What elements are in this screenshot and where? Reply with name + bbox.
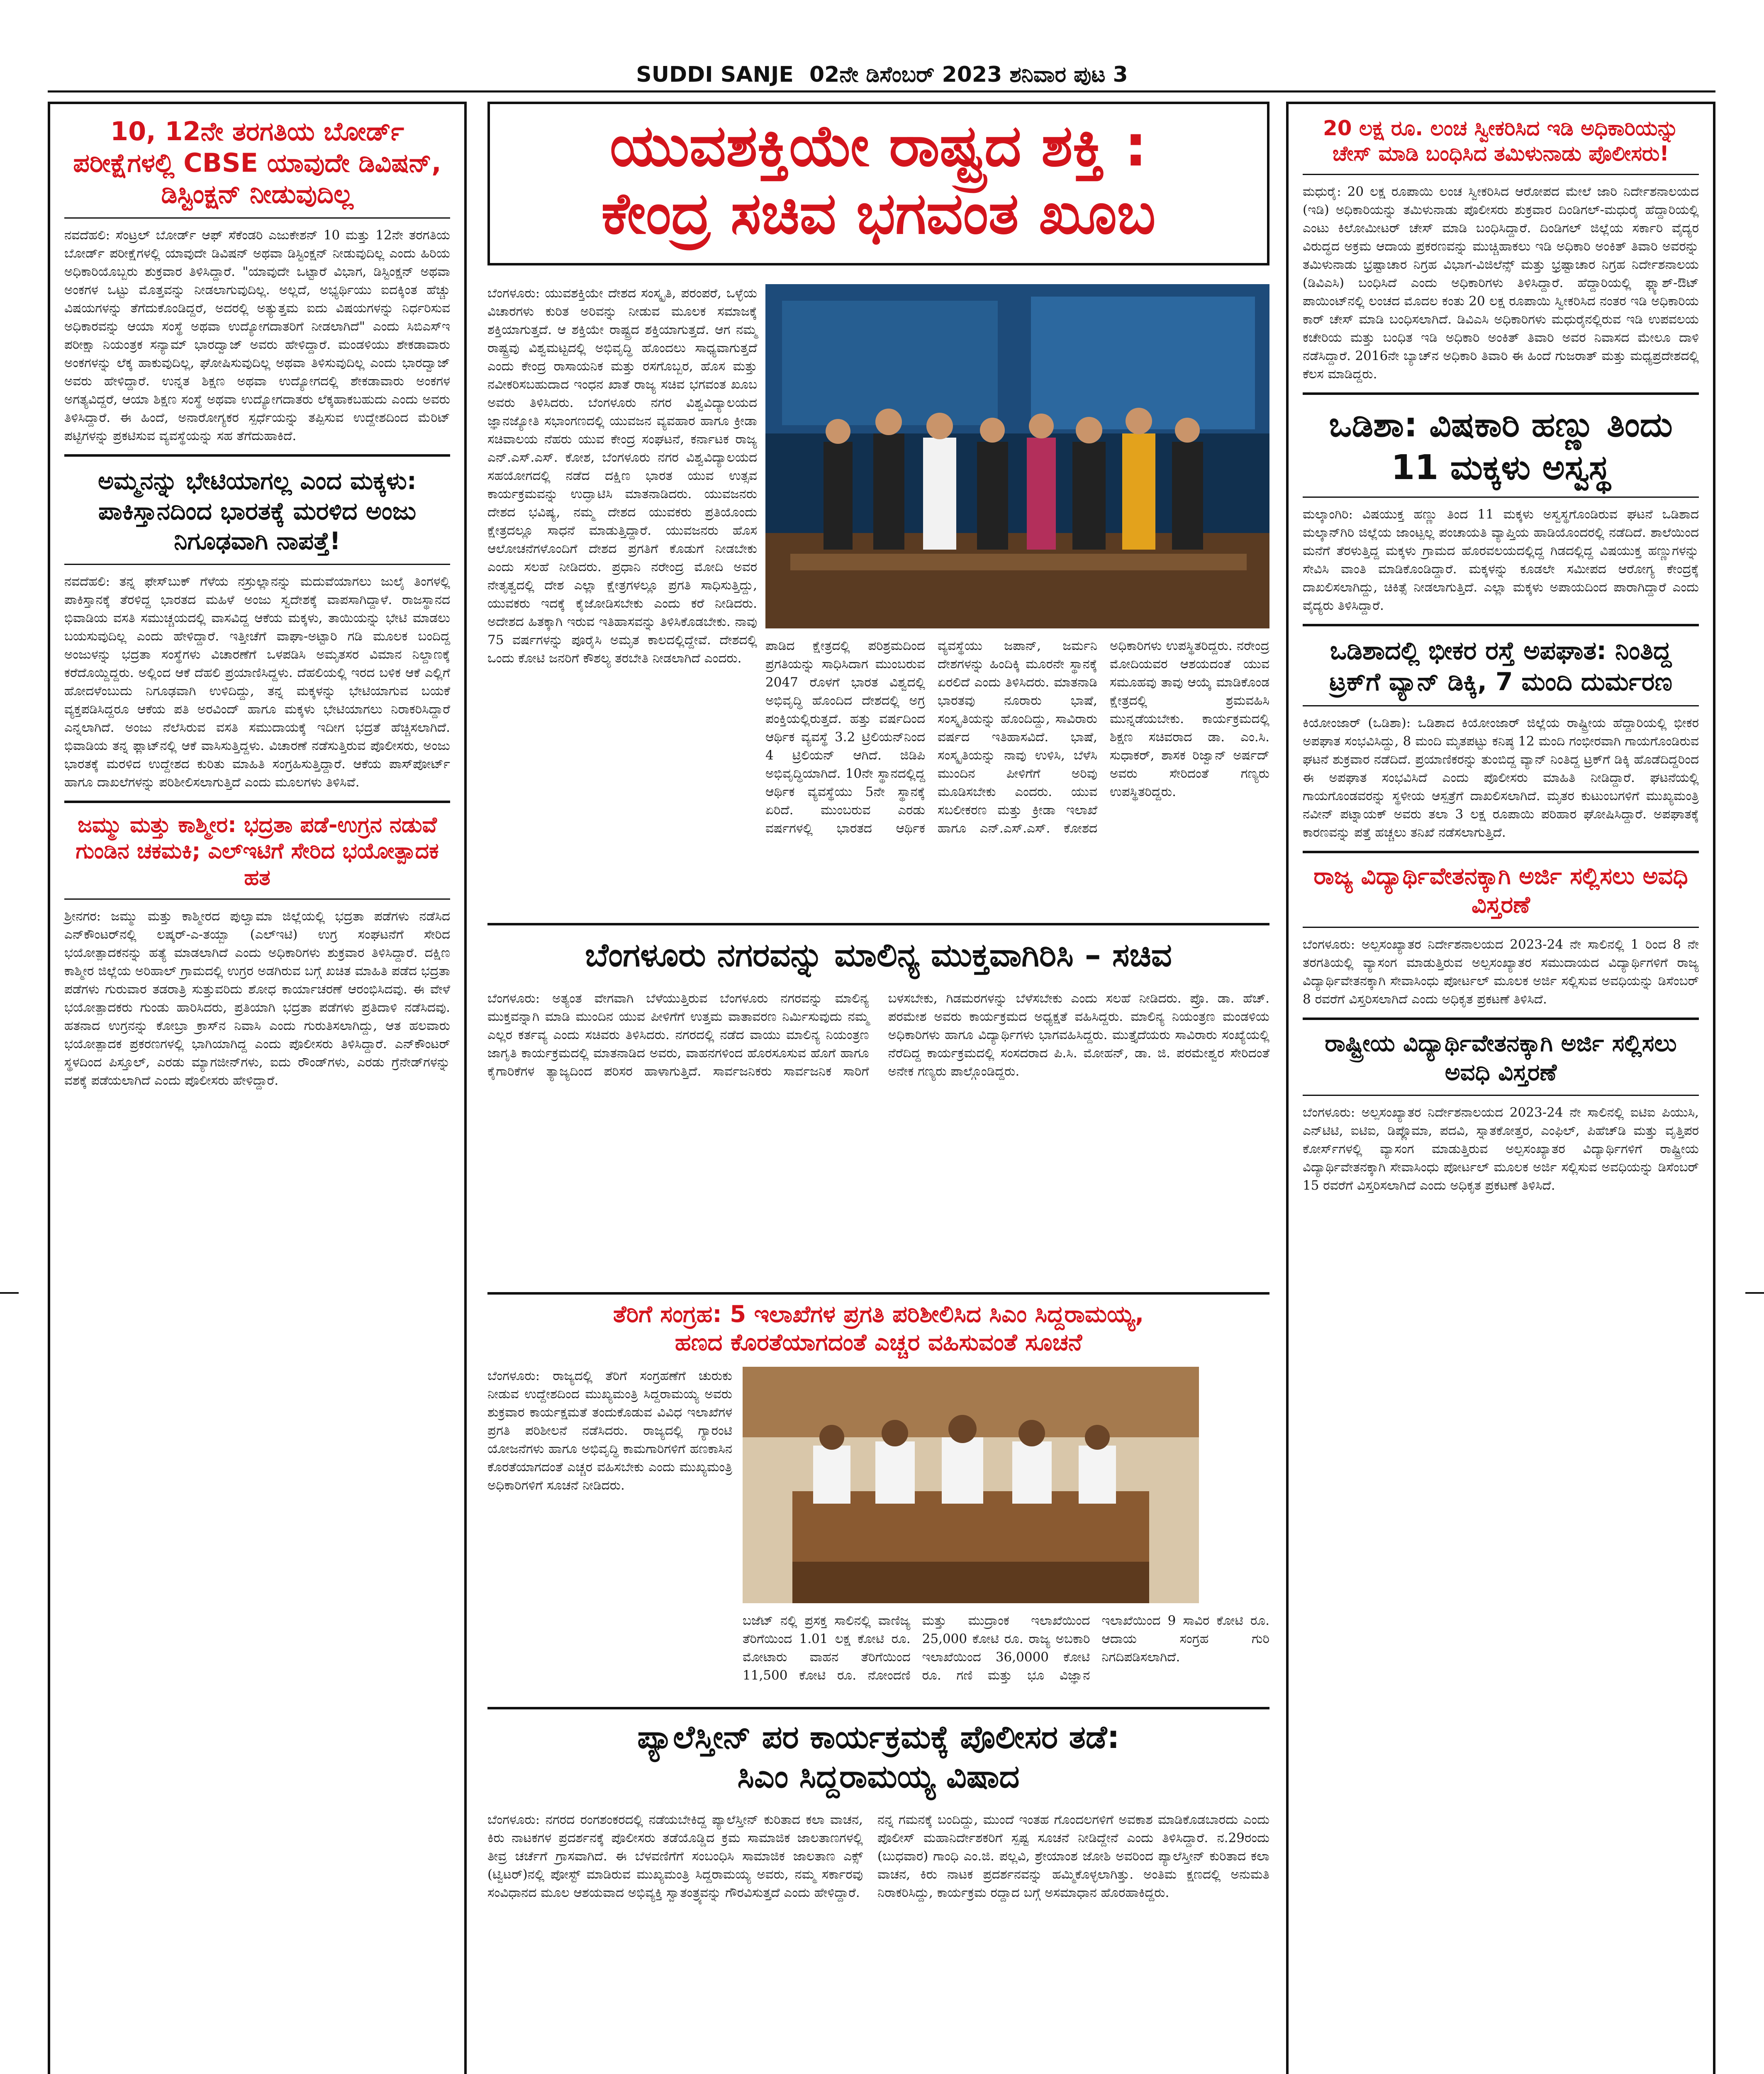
paper-name: SUDDI SANJE bbox=[636, 62, 794, 87]
cm-headline-line1: ತೆರಿಗೆ ಸಂಗ್ರಹ: 5 ಇಲಾಖೆಗಳ ಪ್ರಗತಿ ಪರಿಶೀಲಿಸಿದ ಸಿಎಂ ಸಿದ್ದರಾಮಯ್ಯ, bbox=[613, 1301, 1144, 1328]
odisha-fruit-headline: ಒಡಿಶಾ: ವಿಷಕಾರಿ ಹಣ್ಣು ತಿಂದು 11 ಮಕ್ಕಳು ಅಸ್ವಸ್ಥ bbox=[1329, 405, 1673, 487]
event-stage-photo-art bbox=[765, 284, 1269, 628]
cm-headline-block bbox=[487, 1300, 1269, 1357]
left-column bbox=[48, 102, 467, 2074]
divider bbox=[1303, 392, 1699, 395]
divider bbox=[1303, 1018, 1699, 1020]
ed-body: ಮಧುರೈ: 20 ಲಕ್ಷ ರೂಪಾಯಿ ಲಂಚ ಸ್ವೀಕರಿಸಿದ ಆರೋಪದ ಮೇಲೆ ಜಾರಿ ನಿರ್ದೇಶನಾಲಯದ (ಇಡಿ) ಅಧಿಕಾರಿಯನ್ನು ತಮಿಳುನಾಡು ಪೊಲೀಸರು ಶುಕ್ರವಾರ ದಿಂಡಿಗಲ್-ಮಧುರೈ ಹೆದ್ದಾರಿಯಲ್ಲಿ ಎಂಟು ಕಿಲೋಮೀಟರ್ ಚೇಸ್ ಮಾಡಿ ಬಂಧಿಸಿದ್ದಾರೆ. ದಿಂಡಿಗಲ್ ಜಿಲ್ಲೆಯ ಸರ್ಕಾರಿ ವೈದ್ಯರ ವಿರುದ್ಧದ ಅಕ್ರಮ ಆದಾಯ ಪ್ರಕರಣವನ್ನು ಮುಚ್ಚಿಹಾಕಲು ಇಡಿ ಅಧಿಕಾರಿ ಅಂಕಿತ್ ತಿವಾರಿ ಅವರನ್ನು ತಮಿಳುನಾಡು ಭ್ರಷ್ಟಾಚಾರ ನಿಗ್ರಹ ವಿಭಾಗ-ವಿಜಿಲೆನ್ಸ್ ಮತ್ತು ಭ್ರಷ್ಟಾಚಾರ ನಿಗ್ರಹ ನಿರ್ದೇಶನಾಲಯ (ಡಿವಿಎಸಿ) ಬಂಧಿಸಿದೆ ಎಂದು ಅಧಿಕಾರಿಗಳು ತಿಳಿಸಿದ್ದಾರೆ. ಹೆದ್ದಾರಿಯಲ್ಲಿ ಫ್ಲ್ಯಾಶ್-ಔಟ್ ಪಾಯಿಂಟ್‌ನಲ್ಲಿ ಲಂಚದ ಮೊದಲ ಕಂತು 20 ಲಕ್ಷ ರೂಪಾಯಿ ಸ್ವೀಕರಿಸಿದ ನಂತರ ಇಡಿ ಅಧಿಕಾರಿಯ ಕಾರ್ ಚೇಸ್ ಮಾಡಿ ಬಂಧಿಸಲಾಗಿದೆ. ಡಿವಿಎಸಿ ಅಧಿಕಾರಿಗಳು ಮಧುರೈನಲ್ಲಿರುವ ಇಡಿ ಉಪವಲಯ ಕಚೇರಿಯ ಮತ್ತು ಬಂಧಿತ ಇಡಿ ಅಧಿಕಾರಿ ಅಂಕಿತ್ ತಿವಾರಿ ಅವರ ನಿವಾಸದ ಮೇಲೂ ದಾಳಿ ನಡೆಸಿದ್ದಾರೆ. 2016ನೇ ಬ್ಯಾಚ್‌ನ ಅಧಿಕಾರಿ ತಿವಾರಿ ಈ ಹಿಂದೆ ಗುಜರಾತ್ ಮತ್ತು ಮಧ್ಯಪ್ರದೇಶದಲ್ಲಿ ಕೆಲಸ ಮಾಡಿದ್ದರು. bbox=[1303, 184, 1703, 382]
lead-headline-line1: ಯುವಶಕ್ತಿಯೇ ರಾಷ್ಟ್ರದ ಶಕ್ತಿ : bbox=[609, 112, 1148, 179]
kashmir-body: ಶ್ರೀನಗರ: ಜಮ್ಮು ಮತ್ತು ಕಾಶ್ಮೀರದ ಪುಲ್ವಾಮಾ ಜಿಲ್ಲೆಯಲ್ಲಿ ಭದ್ರತಾ ಪಡೆಗಳು ನಡೆಸಿದ ಎನ್‌ಕೌಂಟರ್‌ನಲ್ಲಿ ಲಷ್ಕರ್-ಎ-ತಯ್ಬಾ (ಎಲ್‌ಇಟಿ) ಉಗ್ರ ಸಂಘಟನೆಗೆ ಸೇರಿದ ಭಯೋತ್ಪಾದಕನನ್ನು ಹತ್ಯೆ ಮಾಡಲಾಗಿದೆ ಎಂದು ಅಧಿಕಾರಿಗಳು ಶುಕ್ರವಾರ ತಿಳಿಸಿದ್ದಾರೆ. ದಕ್ಷಿಣ ಕಾಶ್ಮೀರ ಜಿಲ್ಲೆಯ ಅರಿಹಾಲ್ ಗ್ರಾಮದಲ್ಲಿ ಉಗ್ರರ ಅಡಗಿರುವ ಬಗ್ಗೆ ಖಚಿತ ಮಾಹಿತಿ ಪಡೆದ ಭದ್ರತಾ ಪಡೆಗಳು ಗುರುವಾರ ತಡರಾತ್ರಿ ಸುತ್ತುವರಿದು ಶೋಧ ಕಾರ್ಯಾಚರಣೆ ಆರಂಭಿಸಿದವು. ಈ ವೇಳೆ ಭಯೋತ್ಪಾದಕರು ಗುಂಡು ಹಾರಿಸಿದರು, ಪ್ರತಿಯಾಗಿ ಭದ್ರತಾ ಪಡೆಗಳು ಪ್ರತಿದಾಳಿ ನಡೆಸಿದವು. ಹತನಾದ ಉಗ್ರನನ್ನು ಕೋಬ್ರಾ ಕ್ರಾಸ್‌ನ ನಿವಾಸಿ ಎಂದು ಗುರುತಿಸಲಾಗಿದ್ದು, ಆತ ಹಲವಾರು ಭಯೋತ್ಪಾದಕ ಪ್ರಕರಣಗಳಲ್ಲಿ ಭಾಗಿಯಾಗಿದ್ದ ಎಂದು ಪೊಲೀಸರು ತಿಳಿಸಿದ್ದಾರೆ. ಎನ್‌ಕೌಂಟರ್ ಸ್ಥಳದಿಂದ ಪಿಸ್ತೂಲ್, ಎರಡು ಮ್ಯಾಗಜೀನ್‌ಗಳು, ಐದು ರೌಂಡ್‌ಗಳು, ಎರಡು ಗ್ರೆನೇಡ್‌ಗಳನ್ನು ವಶಕ್ಕೆ ಪಡೆಯಲಾಗಿದೆ ಎಂದು ಪೊಲೀಸರು ಹೇಳಿದ್ದಾರೆ. bbox=[64, 909, 454, 1088]
divider bbox=[64, 801, 450, 803]
anju-body: ನವದೆಹಲಿ: ತನ್ನ ಫೇಸ್‌ಬುಕ್ ಗೆಳೆಯ ನಸ್ರುಲ್ಲಾನನ್ನು ಮದುವೆಯಾಗಲು ಜುಲೈ ತಿಂಗಳಲ್ಲಿ ಪಾಕಿಸ್ತಾನಕ್ಕೆ ತೆರಳಿದ್ದ ಭಾರತದ ಮಹಿಳೆ ಅಂಜು ಸ್ವದೇಶಕ್ಕೆ ವಾಪಸಾಗಿದ್ದಾಳೆ. ರಾಜಸ್ಥಾನದ ಭಿವಾಡಿಯ ವಸತಿ ಸಮುಚ್ಚಯದಲ್ಲಿ ವಾಸವಿದ್ದ ಆಕೆಯ ಮಕ್ಕಳು, ತಾಯಿಯನ್ನು ಭೇಟಿ ಮಾಡಲು ಬಯಸುವುದಿಲ್ಲ ಎಂದು ಹೇಳಿದ್ದಾರೆ. ಇತ್ತೀಚೆಗೆ ವಾಘಾ-ಅಟ್ಟಾರಿ ಗಡಿ ಮೂಲಕ ಬಂದಿದ್ದ ಅಂಜುಳನ್ನು ಭದ್ರತಾ ಸಂಸ್ಥೆಗಳು ವಿಚಾರಣೆಗೆ ಒಳಪಡಿಸಿ ಅಮೃತಸರ ವಿಮಾನ ನಿಲ್ದಾಣಕ್ಕೆ ಕರೆದೊಯ್ದಿದ್ದರು. ಅಲ್ಲಿಂದ ಆಕೆ ದೆಹಲಿ ಪ್ರಯಾಣಿಸಿದ್ದಳು. ದೆಹಲಿಯಲ್ಲಿ ಇರದ ಬಳಿಕ ಆಕೆ ಎಲ್ಲಿಗೆ ಹೋದಳೆಂಬುದು ನಿಗೂಢವಾಗಿ ಉಳಿದಿದ್ದು, ತನ್ನ ಮಕ್ಕಳನ್ನು ಭೇಟಿಯಾಗುವ ಬಯಕೆ ವ್ಯಕ್ತಪಡಿಸಿದ್ದರೂ ಆಕೆಯ ಪತಿ ಅರವಿಂದ್ ಹಾಗೂ ಮಕ್ಕಳು ಭೇಟಿಯಾಗಲು ನಿರಾಕರಿಸಿದ್ದಾರೆ ಎನ್ನಲಾಗಿದೆ. ಅಂಜು ನೆಲೆಸಿರುವ ವಸತಿ ಸಮುದಾಯಕ್ಕೆ ಇದೀಗ ಭದ್ರತೆ ಹೆಚ್ಚಿಸಲಾಗಿದೆ. ಭಿವಾಡಿಯ ತನ್ನ ಫ್ಲಾಟ್‌ನಲ್ಲಿ ಆಕೆ ವಾಸಿಸುತ್ತಿದ್ದಳು. ವಿಚಾರಣೆ ನಡೆಸುತ್ತಿರುವ ಪೊಲೀಸರು, ಅಂಜು ಭಾರತಕ್ಕೆ ಮರಳಿದ ಉದ್ದೇಶದ ಕುರಿತು ಮಾಹಿತಿ ಸಂಗ್ರಹಿಸುತ್ತಿದ್ದಾರೆ. ಆಕೆಯ ಪಾಸ್‌ಪೋರ್ಟ್ ಹಾಗೂ ದಾಖಲೆಗಳನ್ನು ಪರಿಶೀಲಿಸಲಾಗುತ್ತಿದೆ ಎಂದು ಮೂಲಗಳು ತಿಳಿಸಿವೆ. bbox=[64, 574, 454, 790]
accident-headline: ಒಡಿಶಾದಲ್ಲಿ ಭೀಕರ ರಸ್ತೆ ಅಪಘಾತ: ನಿಂತಿದ್ದ ಟ್ರಕ್‌ಗೆ ವ್ಯಾನ್ ಡಿಕ್ಕಿ, 7 ಮಂದಿ ದುರ್ಮರಣ bbox=[1329, 636, 1673, 697]
palestine-headline-line1: ಪ್ಯಾಲೆಸ್ತೀನ್ ಪರ ಕಾರ್ಯಕ್ರಮಕ್ಕೆ ಪೊಲೀಸರ ತಡೆ: bbox=[637, 1719, 1120, 1755]
divider bbox=[64, 454, 450, 457]
center-column bbox=[487, 102, 1274, 2074]
state-scholarship-body: ಬೆಂಗಳೂರು: ಅಲ್ಪಸಂಖ್ಯಾತರ ನಿರ್ದೇಶನಾಲಯದ 2023-24 ನೇ ಸಾಲಿನಲ್ಲಿ 1 ರಿಂದ 8 ನೇ ತರಗತಿಯಲ್ಲಿ ವ್ಯಾಸಂಗ ಮಾಡುತ್ತಿರುವ ಅಲ್ಪಸಂಖ್ಯಾತರ ಸಮುದಾಯದ ವಿದ್ಯಾರ್ಥಿಗಳಿಗೆ ರಾಜ್ಯ ವಿದ್ಯಾರ್ಥಿವೇತನಕ್ಕಾಗಿ ಸೇವಾಸಿಂಧು ಪೋರ್ಟಲ್ ಮೂಲಕ ಅರ್ಜಿ ಸಲ್ಲಿಸುವ ಅವಧಿಯನ್ನು ಡಿಸೆಂಬರ್ 8 ರವರೆಗೆ ವಿಸ್ತರಿಸಲಾಗಿದೆ ಎಂದು ಅಧಿಕೃತ ಪ್ರಕಟಣೆ ತಿಳಿಸಿದೆ. bbox=[1303, 937, 1703, 1007]
lead-headline-box bbox=[487, 102, 1269, 265]
city-body: ಬೆಂಗಳೂರು: ಅತ್ಯಂತ ವೇಗವಾಗಿ ಬೆಳೆಯುತ್ತಿರುವ ಬೆಂಗಳೂರು ನಗರವನ್ನು ಮಾಲಿನ್ಯ ಮುಕ್ತವನ್ನಾಗಿ ಮಾಡಿ ಮುಂದಿನ ಯುವ ಪೀಳಿಗೆಗೆ ಉತ್ತಮ ವಾತಾವರಣ ನಿರ್ಮಿಸುವುದು ನಮ್ಮ ಎಲ್ಲರ ಕರ್ತವ್ಯ ಎಂದು ಸಚಿವರು ತಿಳಿಸಿದರು. ನಗರದಲ್ಲಿ ನಡೆದ ವಾಯು ಮಾಲಿನ್ಯ ನಿಯಂತ್ರಣ ಜಾಗೃತಿ ಕಾರ್ಯಕ್ರಮದಲ್ಲಿ ಮಾತನಾಡಿದ ಅವರು, ವಾಹನಗಳಿಂದ ಹೊರಸೂಸುವ ಹೊಗೆ ಹಾಗೂ ಕೈಗಾರಿಕೆಗಳ ತ್ಯಾಜ್ಯದಿಂದ ಪರಿಸರ ಹಾಳಾಗುತ್ತಿದೆ. ಸಾರ್ವಜನಿಕರು ಸಾರ್ವಜನಿಕ ಸಾರಿಗೆ ಬಳಸಬೇಕು, ಗಿಡಮರಗಳನ್ನು ಬೆಳೆಸಬೇಕು ಎಂದು ಸಲಹೆ ನೀಡಿದರು. ಪ್ರೊ. ಡಾ. ಹೆಚ್. ಪರಮೇಶ ಅವರು ಕಾರ್ಯಕ್ರಮದ ಅಧ್ಯಕ್ಷತೆ ವಹಿಸಿದ್ದರು. ಮಾಲಿನ್ಯ ನಿಯಂತ್ರಣ ಮಂಡಳಿಯ ಅಧಿಕಾರಿಗಳು ಹಾಗೂ ವಿದ್ಯಾರ್ಥಿಗಳು ಭಾಗವಹಿಸಿದ್ದರು. ಮುತ್ತೈದೆಯರು ಸಾವಿರಾರು ಸಂಖ್ಯೆಯಲ್ಲಿ ನೆರೆದಿದ್ದ ಕಾರ್ಯಕ್ರಮದಲ್ಲಿ ಸಂಸದರಾದ ಪಿ.ಸಿ. ಮೋಹನ್, ಡಾ. ಜಿ. ಪರಮೇಶ್ವರ ಸೇರಿದಂತೆ ಅನೇಕ ಗಣ್ಯರು ಪಾಲ್ಗೊಂಡಿದ್ದರು. bbox=[487, 991, 1274, 1079]
divider bbox=[64, 217, 450, 219]
divider bbox=[1303, 624, 1699, 626]
ed-headline: 20 ಲಕ್ಷ ರೂ. ಲಂಚ ಸ್ವೀಕರಿಸಿದ ಇಡಿ ಅಧಿಕಾರಿಯನ್ನು ಚೇಸ್ ಮಾಡಿ ಬಂಧಿಸಿದ ತಮಿಳುನಾಡು ಪೊಲೀಸರು! bbox=[1323, 116, 1679, 166]
divider bbox=[487, 923, 1269, 925]
date-line: 02ನೇ ಡಿಸೆಂಬರ್ 2023 ಶನಿವಾರ ಪುಟ 3 bbox=[809, 62, 1128, 87]
lead-headline-line2: ಕೇಂದ್ರ ಸಚಿವ ಭಗವಂತ ಖೂಬ bbox=[601, 180, 1156, 247]
right-column bbox=[1286, 102, 1715, 2074]
cm-meeting-photo bbox=[743, 1367, 1199, 1603]
fold-mark-right bbox=[1745, 1292, 1764, 1294]
odisha-fruit-body: ಮಲ್ಕಾಂಗಿರಿ: ವಿಷಯುಕ್ತ ಹಣ್ಣು ತಿಂದ 11 ಮಕ್ಕಳು ಅಸ್ವಸ್ಥಗೊಂಡಿರುವ ಘಟನೆ ಒಡಿಶಾದ ಮಲ್ಕಾನ್‌ಗಿರಿ ಜಿಲ್ಲೆಯ ಜಾಂಟ್ಪಲ್ಲ ಪಂಚಾಯತಿ ವ್ಯಾಪ್ತಿಯ ಹಾಡಿಯೊಂದರಲ್ಲಿ ನಡೆದಿದೆ. ಶಾಲೆಯಿಂದ ಮನೆಗೆ ತೆರಳುತ್ತಿದ್ದ ಮಕ್ಕಳು ಗ್ರಾಮದ ಹೊರವಲಯದಲ್ಲಿದ್ದ ಗಿಡದಲ್ಲಿದ್ದ ವಿಷಯುಕ್ತ ಹಣ್ಣುಗಳನ್ನು ಸೇವಿಸಿ ವಾಂತಿ ಮಾಡಿಕೊಂಡಿದ್ದಾರೆ. ಮಕ್ಕಳನ್ನು ಕೂಡಲೇ ಸಮೀಪದ ಆರೋಗ್ಯ ಕೇಂದ್ರಕ್ಕೆ ದಾಖಲಿಸಲಾಗಿದ್ದು, ಚಿಕಿತ್ಸೆ ನೀಡಲಾಗುತ್ತಿದೆ. ಎಲ್ಲಾ ಮಕ್ಕಳು ಅಪಾಯದಿಂದ ಪಾರಾಗಿದ್ದಾರೆ ಎಂದು ವೈದ್ಯರು ತಿಳಿಸಿದ್ದಾರೆ. bbox=[1303, 507, 1703, 613]
masthead bbox=[0, 62, 1764, 88]
palestine-headline-block bbox=[487, 1717, 1269, 1796]
divider bbox=[1303, 851, 1699, 853]
cbse-body: ನವದೆಹಲಿ: ಸೆಂಟ್ರಲ್ ಬೋರ್ಡ್ ಆಫ್ ಸೆಕೆಂಡರಿ ಎಜುಕೇಶನ್ 10 ಮತ್ತು 12ನೇ ತರಗತಿಯ ಬೋರ್ಡ್ ಪರೀಕ್ಷೆಗಳಲ್ಲಿ ಯಾವುದೇ ಡಿವಿಷನ್ ಅಥವಾ ಡಿಸ್ಟಿಂಕ್ಷನ್ ನೀಡುವುದಿಲ್ಲ ಎಂದು ಹಿರಿಯ ಅಧಿಕಾರಿಯೊಬ್ಬರು ಶುಕ್ರವಾರ ತಿಳಿಸಿದ್ದಾರೆ. "ಯಾವುದೇ ಒಟ್ಟಾರೆ ವಿಭಾಗ, ಡಿಸ್ಟಿಂಕ್ಷನ್ ಅಥವಾ ಅಂಕಗಳ ಒಟ್ಟು ಮೊತ್ತವನ್ನು ನೀಡಲಾಗುವುದಿಲ್ಲ. ಅಲ್ಲದೆ, ಅಭ್ಯರ್ಥಿಯು ಐದಕ್ಕಿಂತ ಹೆಚ್ಚು ವಿಷಯಗಳನ್ನು ತೆಗೆದುಕೊಂಡಿದ್ದರೆ, ಅದರಲ್ಲಿ ಅತ್ಯುತ್ತಮ ಐದು ವಿಷಯಗಳನ್ನು ನಿರ್ಧರಿಸುವ ಅಧಿಕಾರವನ್ನು ಆಯಾ ಸಂಸ್ಥೆ ಅಥವಾ ಉದ್ಯೋಗದಾತರಿಗೆ ನೀಡಲಾಗಿದೆ" ಎಂದು ಸಿಬಿಎಸ್ಇ ಪರೀಕ್ಷಾ ನಿಯಂತ್ರಕ ಸನ್ಯಾಮ್ ಭಾರದ್ವಾಜ್ ಅವರು ಹೇಳಿದ್ದಾರೆ. ಮಂಡಳಿಯು ಶೇಕಡಾವಾರು ಅಂಕಗಳನ್ನು ಲೆಕ್ಕ ಹಾಕುವುದಿಲ್ಲ, ಘೋಷಿಸುವುದಿಲ್ಲ ಅಥವಾ ತಿಳಿಸುವುದಿಲ್ಲ ಎಂದು ಭಾರದ್ವಾಜ್ ಅವರು ಹೇಳಿದ್ದಾರೆ. ಉನ್ನತ ಶಿಕ್ಷಣ ಅಥವಾ ಉದ್ಯೋಗದಲ್ಲಿ ಶೇಕಡಾವಾರು ಅಂಕಗಳ ಅಗತ್ಯವಿದ್ದರೆ, ಆಯಾ ಶಿಕ್ಷಣ ಸಂಸ್ಥೆ ಅಥವಾ ಉದ್ಯೋಗದಾತರು ಲೆಕ್ಕಹಾಕಬಹುದು ಎಂದು ಅವರು ತಿಳಿಸಿದ್ದಾರೆ. ಈ ಹಿಂದೆ, ಅನಾರೋಗ್ಯಕರ ಸ್ಪರ್ಧೆಯನ್ನು ತಪ್ಪಿಸುವ ಉದ್ದೇಶದಿಂದ ಮೆರಿಟ್ ಪಟ್ಟಿಗಳನ್ನು ಪ್ರಕಟಿಸುವ ವ್ಯವಸ್ಥೆಯನ್ನು ಸಹ ತೆಗೆದುಹಾಕಿದೆ. bbox=[64, 227, 454, 444]
palestine-headline-line2: ಸಿಎಂ ಸಿದ್ದರಾಮಯ್ಯ ವಿಷಾದ bbox=[737, 1758, 1020, 1795]
palestine-body-a: ಬೆಂಗಳೂರು: ನಗರದ ರಂಗಶಂಕರದಲ್ಲಿ ನಡೆಯಬೇಕಿದ್ದ ಪ್ಯಾಲೆಸ್ತೀನ್ ಕುರಿತಾದ ಕಲಾ ವಾಚನ, ಕಿರು ನಾಟಕಗಳ ಪ್ರದರ್ಶನಕ್ಕೆ ಪೊಲೀಸರು ತಡೆಯೊಡ್ಡಿದ ಕ್ರಮ ಸಾಮಾಜಿಕ ಜಾಲತಾಣಗಳಲ್ಲಿ ತೀವ್ರ ಚರ್ಚೆಗೆ ಗ್ರಾಸವಾಗಿದೆ. ಈ ಬೆಳವಣಿಗೆಗೆ ಸಂಬಂಧಿಸಿ ಸಾಮಾಜಿಕ ಜಾಲತಾಣ ಎಕ್ಸ್ (ಟ್ವಿಟರ್)ನಲ್ಲಿ ಪೋಸ್ಟ್ ಮಾಡಿರುವ ಮುಖ್ಯಮಂತ್ರಿ ಸಿದ್ದರಾಮಯ್ಯ ಅವರು, ನಮ್ಮ ಸರ್ಕಾರವು ಸಂವಿಧಾನದ ಮೂಲ ಆಶಯವಾದ ಅಭಿವ್ಯಕ್ತಿ ಸ್ವಾತಂತ್ರ್ಯವನ್ನು ಗೌರವಿಸುತ್ತದೆ ಎಂದು ಹೇಳಿದ್ದಾರೆ. bbox=[487, 1812, 867, 1901]
divider bbox=[1303, 927, 1699, 928]
divider bbox=[487, 1292, 1269, 1295]
state-scholarship-headline: ರಾಜ್ಯ ವಿದ್ಯಾರ್ಥಿವೇತನಕ್ಕಾಗಿ ಅರ್ಜಿ ಸಲ್ಲಿಸಲು ಅವಧಿ ವಿಸ್ತರಣೆ bbox=[1313, 863, 1688, 918]
divider bbox=[1303, 497, 1699, 498]
masthead-rule bbox=[48, 90, 1715, 93]
lead-body-a: ಬೆಂಗಳೂರು: ಯುವಶಕ್ತಿಯೇ ದೇಶದ ಸಂಸ್ಕೃತಿ, ಪರಂಪರೆ, ಒಳ್ಳೆಯ ವಿಚಾರಗಳು ಕುರಿತ ಅರಿವನ್ನು ನೀಡುವ ಮೂಲಕ ಸಮಾಜಕ್ಕೆ ಶಕ್ತಿಯಾಗುತ್ತದೆ. ಆ ಶಕ್ತಿಯೇ ರಾಷ್ಟ್ರದ ಶಕ್ತಿಯಾಗುತ್ತದೆ. ಆಗ ನಮ್ಮ ರಾಷ್ಟ್ರವು ವಿಶ್ವಮಟ್ಟದಲ್ಲಿ ಅಭಿವೃದ್ಧಿ ಹೊಂದಲು ಸಾಧ್ಯವಾಗುತ್ತದೆ ಎಂದು ಕೇಂದ್ರ ರಾಸಾಯನಿಕ ಮತ್ತು ರಸಗೊಬ್ಬರ, ಹೊಸ ಮತ್ತು ನವೀಕರಿಸಬಹುದಾದ ಇಂಧನ ಖಾತೆ ರಾಜ್ಯ ಸಚಿವ ಭಗವಂತ ಖೂಬ ಅವರು ತಿಳಿಸಿದರು. ಬೆಂಗಳೂರು ನಗರ ವಿಶ್ವವಿದ್ಯಾಲಯದ ಜ್ಞಾನಜ್ಯೋತಿ ಸಭಾಂಗಣದಲ್ಲಿ ಯುವಜನ ವ್ಯವಹಾರ ಹಾಗೂ ಕ್ರೀಡಾ ಸಚಿವಾಲಯ ನೆಹರು ಯುವ ಕೇಂದ್ರ ಸಂಘಟನೆ, ಕರ್ನಾಟಕ ರಾಜ್ಯ ಎನ್.ಎಸ್.ಎಸ್. ಕೋಶ, ಬೆಂಗಳೂರು ನಗರ ವಿಶ್ವವಿದ್ಯಾಲಯದ ಸಹಯೋಗದಲ್ಲಿ ನಡೆದ ದಕ್ಷಿಣ ಭಾರತ ಯುವ ಉತ್ಸವ ಕಾರ್ಯಕ್ರಮವನ್ನು ಉದ್ಘಾಟಿಸಿ ಮಾತನಾಡಿದರು. ಯುವಜನರು ದೇಶದ ಭವಿಷ್ಯ, ನಮ್ಮ ದೇಶದ ಯುವಕರು ಪ್ರತಿಯೊಂದು ಕ್ಷೇತ್ರದಲ್ಲೂ ಸಾಧನೆ ಮಾಡುತ್ತಿದ್ದಾರೆ. ಯುವಜನರು ಹೊಸ ಆಲೋಚನೆಗಳೊಂದಿಗೆ ದೇಶದ ಪ್ರಗತಿಗೆ ಕೊಡುಗೆ ನೀಡಬೇಕು ಎಂದು ಸಲಹೆ ನೀಡಿದರು. ಪ್ರಧಾನಿ ನರೇಂದ್ರ ಮೋದಿ ಅವರ ನೇತೃತ್ವದಲ್ಲಿ ದೇಶ ಎಲ್ಲಾ ಕ್ಷೇತ್ರಗಳಲ್ಲೂ ಪ್ರಗತಿ ಸಾಧಿಸುತ್ತಿದ್ದು, ಯುವಕರು ಇದಕ್ಕೆ ಕೈಜೋಡಿಸಬೇಕು ಎಂದು ಕರೆ ನೀಡಿದರು. ಅದೇಶದ ಹಿತಕ್ಕಾಗಿ ಇರುವ ಇತಿಹಾಸವನ್ನು ತಿಳಿಸಿಕೊಡಬೇಕು. ನಾವು 75 ವರ್ಷಗಳನ್ನು ಪೂರೈಸಿ ಅಮೃತ ಕಾಲದಲ್ಲಿದ್ದೇವೆ. ದೇಶದಲ್ಲಿ ಒಂದು ಕೋಟಿ ಜನರಿಗೆ ಕೌಶಲ್ಯ ತರಬೇತಿ ನೀಡಲಾಗಿದೆ ಎಂದರು. bbox=[487, 286, 761, 666]
accident-body: ಕಿಯೋಂಜಾರ್ (ಒಡಿಶಾ): ಒಡಿಶಾದ ಕಿಯೋಂಜಾರ್ ಜಿಲ್ಲೆಯ ರಾಷ್ಟ್ರೀಯ ಹೆದ್ದಾರಿಯಲ್ಲಿ ಭೀಕರ ಅಪಘಾತ ಸಂಭವಿಸಿದ್ದು, 8 ಮಂದಿ ಮೃತಪಟ್ಟು ಕನಿಷ್ಠ 12 ಮಂದಿ ಗಂಭೀರವಾಗಿ ಗಾಯಗೊಂಡಿರುವ ಘಟನೆ ಶುಕ್ರವಾರ ನಡೆದಿದೆ. ಪ್ರಯಾಣಿಕರನ್ನು ತುಂಬಿದ್ದ ವ್ಯಾನ್ ನಿಂತಿದ್ದ ಟ್ರಕ್‌ಗೆ ಡಿಕ್ಕಿ ಹೊಡೆದಿದ್ದರಿಂದ ಈ ಅಪಘಾತ ಸಂಭವಿಸಿದೆ ಎಂದು ಪೊಲೀಸರು ಮಾಹಿತಿ ನೀಡಿದ್ದಾರೆ. ಘಟನೆಯಲ್ಲಿ ಗಾಯಗೊಂಡವರನ್ನು ಸ್ಥಳೀಯ ಆಸ್ಪತ್ರೆಗೆ ದಾಖಲಿಸಲಾಗಿದೆ. ಮೃತರ ಕುಟುಂಬಗಳಿಗೆ ಮುಖ್ಯಮಂತ್ರಿ ನವೀನ್ ಪಟ್ನಾಯಕ್ ಅವರು ತಲಾ 3 ಲಕ್ಷ ರೂಪಾಯಿ ಪರಿಹಾರ ಘೋಷಿಸಿದ್ದಾರೆ. ಅಪಘಾತಕ್ಕೆ ಕಾರಣವನ್ನು ಪತ್ತೆ ಹಚ್ಚಲು ತನಿಖೆ ನಡೆಸಲಾಗುತ್ತಿದೆ. bbox=[1303, 716, 1703, 840]
divider bbox=[64, 898, 450, 900]
divider bbox=[64, 564, 450, 565]
national-scholarship-body: ಬೆಂಗಳೂರು: ಅಲ್ಪಸಂಖ್ಯಾತರ ನಿರ್ದೇಶನಾಲಯದ 2023-24 ನೇ ಸಾಲಿನಲ್ಲಿ ಐಟಿಐ ಪಿಯುಸಿ, ಎನ್‌ಟಿಟಿ, ಐಟಿಐ, ಡಿಪ್ಲೊಮಾ, ಪದವಿ, ಸ್ನಾತಕೋತ್ತರ, ಎಂಫಿಲ್, ಪಿಹೆಚ್‌ಡಿ ಮತ್ತು ವೃತ್ತಿಪರ ಕೋರ್ಸ್‌ಗಳಲ್ಲಿ ವ್ಯಾಸಂಗ ಮಾಡುತ್ತಿರುವ ಅಲ್ಪಸಂಖ್ಯಾತರ ವಿದ್ಯಾರ್ಥಿಗಳಿಗೆ ರಾಷ್ಟ್ರೀಯ ವಿದ್ಯಾರ್ಥಿವೇತನಕ್ಕಾಗಿ ಸೇವಾಸಿಂಧು ಪೋರ್ಟಲ್ ಮೂಲಕ ಅರ್ಜಿ ಸಲ್ಲಿಸುವ ಅವಧಿಯನ್ನು ಡಿಸೆಂಬರ್ 15 ರವರೆಗೆ ವಿಸ್ತರಿಸಲಾಗಿದೆ ಎಂದು ಅಧಿಕೃತ ಪ್ರಕಟಣೆ ತಿಳಿಸಿದೆ. bbox=[1303, 1105, 1703, 1193]
palestine-body-b: ನನ್ನ ಗಮನಕ್ಕೆ ಬಂದಿದ್ದು, ಮುಂದೆ ಇಂತಹ ಗೊಂದಲಗಳಿಗೆ ಅವಕಾಶ ಮಾಡಿಕೊಡಬಾರದು ಎಂದು ಪೊಲೀಸ್ ಮಹಾನಿರ್ದೇಶಕರಿಗೆ ಸ್ಪಷ್ಟ ಸೂಚನೆ ನೀಡಿದ್ದೇನೆ ಎಂದು ತಿಳಿಸಿದ್ದಾರೆ. ನ.29ರಂದು (ಬುಧವಾರ) ಗಾಂಧಿ ಎಂ.ಜಿ. ಪಲ್ಲವಿ, ಶ್ರೇಯಾಂಶ ಜೋಶಿ ಅವರಿಂದ ಪ್ಯಾಲೆಸ್ತೀನ್ ಕುರಿತಾದ ಕಲಾ ವಾಚನ, ಕಿರು ನಾಟಕ ಪ್ರದರ್ಶನವನ್ನು ಹಮ್ಮಿಕೊಳ್ಳಲಾಗಿತ್ತು. ಅಂತಿಮ ಕ್ಷಣದಲ್ಲಿ ಅನುಮತಿ ನಿರಾಕರಿಸಿದ್ದು, ಕಾರ್ಯಕ್ರಮ ರದ್ದಾದ ಬಗ್ಗೆ ಅಸಮಾಧಾನ ಹೊರಹಾಕಿದ್ದರು. bbox=[877, 1812, 1274, 1901]
city-headline: ಬೆಂಗಳೂರು ನಗರವನ್ನು ಮಾಲಿನ್ಯ ಮುಕ್ತವಾಗಿರಿಸಿ – ಸಚಿವ bbox=[585, 937, 1172, 974]
divider bbox=[487, 1707, 1269, 1709]
kashmir-headline: ಜಮ್ಮು ಮತ್ತು ಕಾಶ್ಮೀರ: ಭದ್ರತಾ ಪಡೆ-ಉಗ್ರನ ನಡುವೆ ಗುಂಡಿನ ಚಕಮಕಿ; ಎಲ್ಇಟಿಗೆ ಸೇರಿದ ಭಯೋತ್ಪಾದಕ ಹತ bbox=[76, 812, 439, 890]
fold-mark-left bbox=[0, 1292, 19, 1294]
divider bbox=[1303, 1095, 1699, 1096]
anju-headline: ಅಮ್ಮನನ್ನು ಭೇಟಿಯಾಗಲ್ಲ ಎಂದ ಮಕ್ಕಳು: ಪಾಕಿಸ್ತಾನದಿಂದ ಭಾರತಕ್ಕೆ ಮರಳಿದ ಅಂಜು ನಿಗೂಢವಾಗಿ ನಾಪತ್ತೆ! bbox=[98, 467, 417, 555]
cm-meeting-photo-art bbox=[743, 1367, 1199, 1603]
cm-body-a: ಬೆಂಗಳೂರು: ರಾಜ್ಯದಲ್ಲಿ ತೆರಿಗೆ ಸಂಗ್ರಹಣೆಗೆ ಚುರುಕು ನೀಡುವ ಉದ್ದೇಶದಿಂದ ಮುಖ್ಯಮಂತ್ರಿ ಸಿದ್ದರಾಮಯ್ಯ ಅವರು ಶುಕ್ರವಾರ ಕಾರ್ಯಕ್ಷಮತೆ ತಂದುಕೊಡುವ ವಿವಿಧ ಇಲಾಖೆಗಳ ಪ್ರಗತಿ ಪರಿಶೀಲನೆ ನಡೆಸಿದರು. ರಾಜ್ಯದಲ್ಲಿ ಗ್ಯಾರಂಟಿ ಯೋಜನೆಗಳು ಹಾಗೂ ಅಭಿವೃದ್ಧಿ ಕಾಮಗಾರಿಗಳಿಗೆ ಹಣಕಾಸಿನ ಕೊರತೆಯಾಗದಂತೆ ಎಚ್ಚರ ವಹಿಸಬೇಕು ಎಂದು ಮುಖ್ಯಮಂತ್ರಿ ಅಧಿಕಾರಿಗಳಿಗೆ ಸೂಚನೆ ನೀಡಿದರು. bbox=[487, 1368, 736, 1493]
cm-headline-line2: ಹಣದ ಕೊರತೆಯಾಗದಂತೆ ಎಚ್ಚರ ವಹಿಸುವಂತೆ ಸೂಚನೆ bbox=[675, 1329, 1082, 1356]
national-scholarship-headline: ರಾಷ್ಟ್ರೀಯ ವಿದ್ಯಾರ್ಥಿವೇತನಕ್ಕಾಗಿ ಅರ್ಜಿ ಸಲ್ಲಿಸಲು ಅವಧಿ ವಿಸ್ತರಣೆ bbox=[1325, 1030, 1677, 1086]
event-stage-photo bbox=[765, 284, 1269, 628]
divider bbox=[1303, 705, 1699, 706]
cbse-headline: 10, 12ನೇ ತರಗತಿಯ ಬೋರ್ಡ್ ಪರೀಕ್ಷೆಗಳಲ್ಲಿ CBSE ಯಾವುದೇ ಡಿವಿಷನ್, ಡಿಸ್ಟಿಂಕ್ಷನ್ ನೀಡುವುದಿಲ್ಲ bbox=[73, 116, 441, 209]
lead-body-b: ಪಾಡಿದ ಕ್ಷೇತ್ರದಲ್ಲಿ ಪರಿಶ್ರಮದಿಂದ ಪ್ರಗತಿಯನ್ನು ಸಾಧಿಸಿದಾಗ ಮುಂಬರುವ 2047 ರೊಳಗೆ ಭಾರತ ವಿಶ್ವದಲ್ಲಿ ಅಭಿವೃದ್ಧಿ ಹೊಂದಿದ ದೇಶದಲ್ಲಿ ಅಗ್ರ ಪಂಕ್ತಿಯಲ್ಲಿರುತ್ತದೆ. ಹತ್ತು ವರ್ಷದಿಂದ ಆರ್ಥಿಕ ವ್ಯವಸ್ಥೆ 3.2 ಟ್ರಿಲಿಯನ್‌ನಿಂದ 4 ಟ್ರಿಲಿಯನ್ ಆಗಿದೆ. ಜಿಡಿಪಿ ಅಭಿವೃದ್ಧಿಯಾಗಿದೆ. 10ನೇ ಸ್ಥಾನದಲ್ಲಿದ್ದ ಆರ್ಥಿಕ ವ್ಯವಸ್ಥೆಯು 5ನೇ ಸ್ಥಾನಕ್ಕೆ ಏರಿದೆ. ಮುಂಬರುವ ಎರಡು ವರ್ಷಗಳಲ್ಲಿ ಭಾರತದ ಆರ್ಥಿಕ ವ್ಯವಸ್ಥೆಯು ಜಪಾನ್, ಜರ್ಮನಿ ದೇಶಗಳನ್ನು ಹಿಂದಿಕ್ಕಿ ಮೂರನೇ ಸ್ಥಾನಕ್ಕೆ ಏರಲಿದೆ ಎಂದು ತಿಳಿಸಿದರು. ಮಾತನಾಡಿ ಭಾರತವು ನೂರಾರು ಭಾಷೆ, ಸಂಸ್ಕೃತಿಯನ್ನು ಹೊಂದಿದ್ದು, ಸಾವಿರಾರು ವರ್ಷದ ಇತಿಹಾಸವಿದೆ. ಭಾಷೆ, ಸಂಸ್ಕೃತಿಯನ್ನು ನಾವು ಉಳಿಸಿ, ಬೆಳೆಸಿ ಮುಂದಿನ ಪೀಳಿಗೆಗೆ ಅರಿವು ಮೂಡಿಸಬೇಕು ಎಂದರು. ಯುವ ಸಬಲೀಕರಣ ಮತ್ತು ಕ್ರೀಡಾ ಇಲಾಖೆ ಹಾಗೂ ಎನ್.ಎಸ್.ಎಸ್. ಕೋಶದ ಅಧಿಕಾರಿಗಳು ಉಪಸ್ಥಿತರಿದ್ದರು. ನರೇಂದ್ರ ಮೋದಿಯವರ ಆಶಯದಂತೆ ಯುವ ಸಮೂಹವು ತಾವು ಆಯ್ಕೆ ಮಾಡಿಕೊಂಡ ಕ್ಷೇತ್ರದಲ್ಲಿ ಶ್ರಮವಹಿಸಿ ಮುನ್ನಡೆಯಬೇಕು. ಕಾರ್ಯಕ್ರಮದಲ್ಲಿ ಶಿಕ್ಷಣ ಸಚಿವರಾದ ಡಾ. ಎಂ.ಸಿ. ಸುಧಾಕರ್, ಶಾಸಕ ರಿಜ್ವಾನ್ ಅರ್ಷದ್ ಅವರು ಸೇರಿದಂತೆ ಗಣ್ಯರು ಉಪಸ್ಥಿತರಿದ್ದರು. bbox=[765, 638, 1274, 836]
cm-body-b: ಬಜೆಟ್ ನಲ್ಲಿ ಪ್ರಸಕ್ತ ಸಾಲಿನಲ್ಲಿ ವಾಣಿಜ್ಯ ತೆರಿಗೆಯಿಂದ 1.01 ಲಕ್ಷ ಕೋಟಿ ರೂ. ಮೋಟಾರು ವಾಹನ ತೆರಿಗೆಯಿಂದ 11,500 ಕೋಟಿ ರೂ. ನೋಂದಣಿ ಮತ್ತು ಮುದ್ರಾಂಕ ಇಲಾಖೆಯಿಂದ 25,000 ಕೋಟಿ ರೂ. ರಾಜ್ಯ ಅಬಕಾರಿ ಇಲಾಖೆಯಿಂದ 36,0000 ಕೋಟಿ ರೂ. ಗಣಿ ಮತ್ತು ಭೂ ವಿಜ್ಞಾನ ಇಲಾಖೆಯಿಂದ 9 ಸಾವಿರ ಕೋಟಿ ರೂ. ಆದಾಯ ಸಂಗ್ರಹ ಗುರಿ ನಿಗದಿಪಡಿಸಲಾಗಿದೆ. bbox=[743, 1613, 1274, 1683]
divider bbox=[1303, 174, 1699, 175]
